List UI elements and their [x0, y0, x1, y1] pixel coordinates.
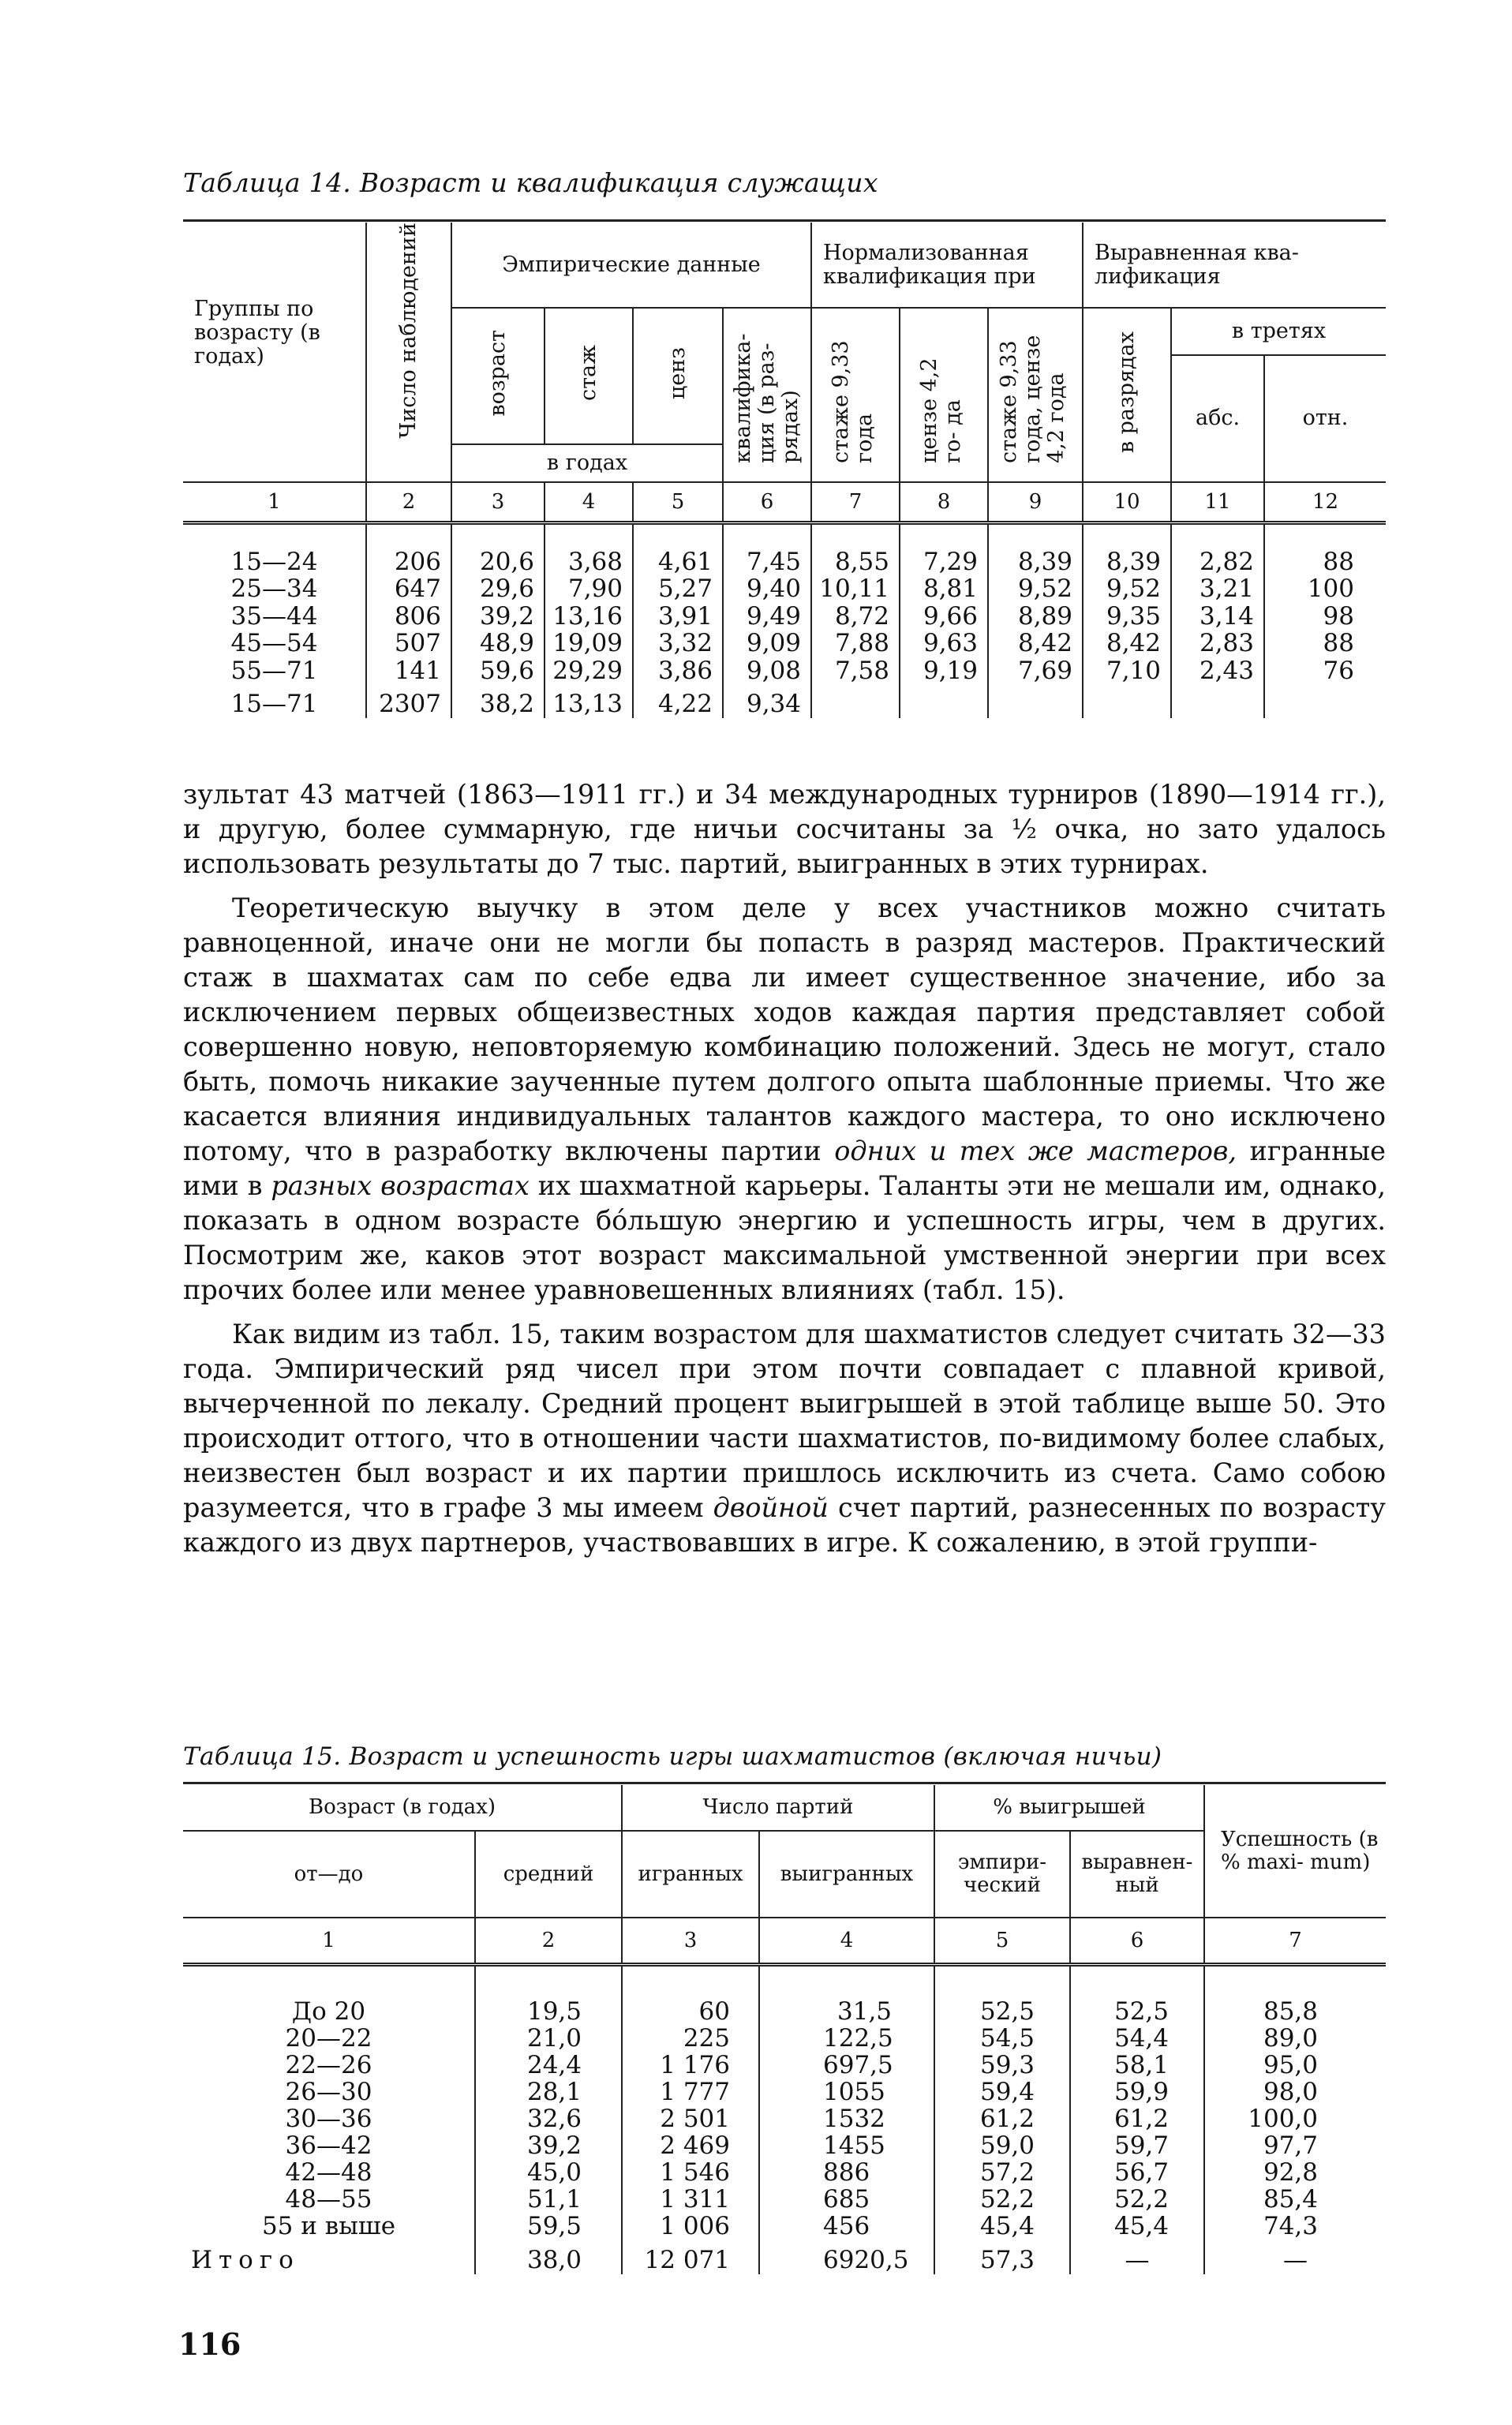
t15-col-3: 60 225 1 176 1 777 2 501 2 469 1 546 1 311 1 006 [622, 1965, 759, 2240]
table14-caption: Таблица 14. Возраст и квалификация служащих [183, 167, 878, 198]
t14-col-6: 7,45 9,40 9,49 9,09 9,08 9,34 [723, 522, 811, 718]
t15-fromto-header: от—до [294, 1862, 364, 1886]
t14-col-8: 7,29 8,81 9,66 9,63 9,19 [900, 522, 988, 718]
t15-age-header: Возраст (в годах) [183, 1785, 622, 1831]
t14-col-1: 15—24 25—34 35—44 45—54 55—71 15—71 [183, 522, 366, 718]
t15-col-5: 52,5 54,5 59,3 59,4 61,2 59,0 57,2 52,2 45,4 [934, 1965, 1070, 2240]
table15-col-numbers: 1 2 3 4 5 6 7 [183, 1918, 1386, 1965]
t15-aligned-header: выравнен- ный [1070, 1831, 1204, 1918]
normalized-header: Нормализованная квалификация при [811, 223, 1083, 308]
t15-col-4: 31,5 122,5 697,5 1055 1532 1455 886 685 456 [759, 1965, 934, 2240]
paragraph-1: зультат 43 матчей (1863—1911 гг.) и 34 международных турниров (1890—1914 гг.), и другую, более суммарную, где ничьи сосчитаны за ½ очка, но зато удалось использовать результаты до 7 тыс. партий, выигранных в этих турнирах. [183, 779, 1386, 879]
t15-col-7: 85,8 89,0 95,0 98,0 100,0 97,7 92,8 85,4 74,3 [1204, 1965, 1386, 2240]
t15-wins-header: % выигрышей [934, 1785, 1204, 1831]
t15-col-1: До 20 20—22 22—26 26—30 30—36 36—42 42—48 48—55 55 и выше [261, 1997, 396, 2240]
col-groups-header: Группы по возрасту (в годах) [194, 297, 320, 369]
t14-col-4: 3,68 7,90 13,16 19,09 29,29 13,13 [545, 522, 633, 718]
t14-col-2: 206 647 806 507 141 2307 [366, 522, 451, 718]
t14-col-11: 2,82 3,21 3,14 2,83 2,43 [1171, 522, 1264, 718]
table15-caption: Таблица 15. Возраст и успешность игры шахматистов (включая ничьи) [183, 1742, 1162, 1771]
t14-col-5: 4,61 5,27 3,91 3,32 3,86 4,22 [633, 522, 723, 718]
page-number: 116 [178, 2326, 241, 2362]
table15-total-row: Итого 38,0 12 071 6920,5 57,3 — — [183, 2240, 1386, 2274]
col-ranks-header: в разрядах [1083, 308, 1171, 482]
table15 [183, 1785, 1386, 2274]
col-abs-header: абс. [1171, 355, 1264, 481]
paragraph-2: Теоретическую выучку в этом деле у всех участников можно считать равноценной, иначе они не могли бы попасть в разряд мастеров. Практический стаж в шахматах сам по себе едва ли имеет существенное значение, ибо за исключением первых общеизвестных ходов каждая партия представляет собой совершенно новую, неповторяемую комбинацию положений. Здесь не могут, стало быть, помочь никакие заученные путем долгого опыта шаблонные приемы. Что же касается влияния индивидуальных талантов каждого мастера, то оно исключено потому, что в разработку включены партии одних и тех же мастеров, игранные ими в разных возрастах их шахматной карьеры. Таланты эти не мешали им, однако, показать в одном возрасте бóльшую энергию и успешность игры, чем в других. Посмотрим же, каков этот возраст максимальной умственной энергии при всех прочих более или менее уравновешенных влияниях (табл. 15). [183, 893, 1386, 1305]
t15-empirical-header: эмпири- ческий [934, 1831, 1070, 1918]
table14 [183, 223, 1386, 718]
t14-col-7: 8,55 10,11 8,72 7,88 7,58 [811, 522, 900, 718]
t15-games-header: Число партий [622, 1785, 934, 1831]
aligned-header: Выравненная ква- лификация [1083, 223, 1386, 308]
table14-col-numbers: 1 2 3 4 5 6 7 8 9 10 11 12 [183, 482, 1386, 523]
t15-mean-header: средний [475, 1831, 622, 1918]
col-census-header: ценз [633, 308, 723, 444]
t15-played-header: игранных [622, 1831, 759, 1918]
thirds-header: в третях [1171, 308, 1386, 355]
table15-top-rule [183, 1782, 1386, 1784]
paragraph-3: Как видим из табл. 15, таким возрастом для шахматистов следует считать 32—33 года. Эмпирический ряд чисел при этом почти совпадает с плавной кривой, вычерченной по лекалу. Средний процент выигрышей в этой таблице выше 50. Это происходит оттого, что в отношении части шахматистов, по-видимому более слабых, неизвестен был возраст и их партии пришлось исключить из счета. Само собою разумеется, что в графе 3 мы имеем двойной счет партий, разнесенных по возрасту каждого из двух партнеров, участвовавших в игре. К сожалению, в этой группи- [183, 1319, 1386, 1558]
empirical-header: Эмпирические данные [451, 223, 811, 308]
t15-success-header: Успешность (в % maxi- mum) [1204, 1785, 1386, 1918]
t14-col-9: 8,39 9,52 8,89 8,42 7,69 [988, 522, 1083, 718]
in-years-header: в годах [451, 444, 723, 482]
table14-top-rule [183, 219, 1386, 222]
col-experience-header: стаж [545, 308, 633, 444]
col-norm-b-header: цензе 4,2 го- да [900, 308, 988, 482]
col-rel-header: отн. [1264, 355, 1386, 481]
col-norm-c-header: стаже 9,33 года, цензе 4,2 года [988, 308, 1083, 482]
col-qualification-header: квалифика- ция (в раз- рядах) [723, 308, 811, 482]
body-text [183, 777, 1386, 1560]
t15-col-2: 19,5 21,0 24,4 28,1 32,6 39,2 45,0 51,1 59,5 [475, 1965, 622, 2240]
table-row: 15—24 [230, 547, 318, 576]
t15-won-header: выигранных [759, 1831, 934, 1918]
t14-col-10: 8,39 9,52 9,35 8,42 7,10 [1083, 522, 1171, 718]
col-norm-a-header: стаже 9,33 года [811, 308, 900, 482]
t14-col-12: 88 100 98 88 76 [1264, 522, 1386, 718]
table15-body [183, 1965, 1386, 2240]
t14-col-3: 20,6 29,6 39,2 48,9 59,6 38,2 [451, 522, 545, 718]
col-age-header: возраст [451, 308, 545, 444]
t15-col-6: 52,5 54,4 58,1 59,9 61,2 59,7 56,7 52,2 45,4 [1070, 1965, 1204, 2240]
col-nobs-header: Число наблюдений [366, 223, 451, 444]
table14-body [183, 522, 1386, 718]
